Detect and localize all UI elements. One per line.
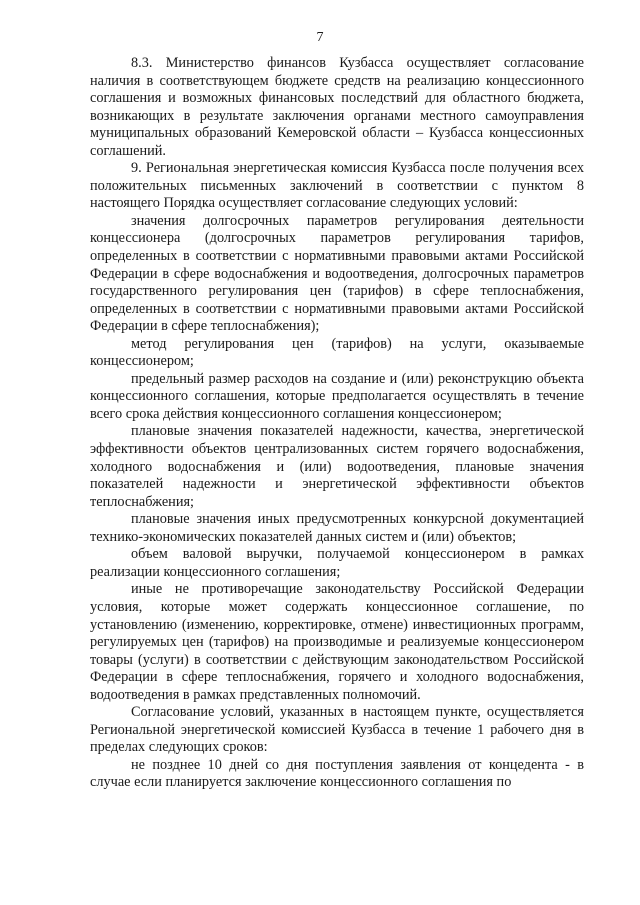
list-item-other-indicators: плановые значения иных предусмотренных конкурсной документацией технико-экономических показателей данных систем и (или) объектов; — [90, 511, 584, 545]
page-number: 7 — [316, 30, 324, 45]
list-item-tariff-method: метод регулирования цен (тарифов) на услуги, оказываемые концессионером; — [90, 335, 584, 370]
paragraph-approval-terms: Согласование условий, указанных в настоящем пункте, осуществляется Региональной энергетической комиссией Кузбасса в течение 1 рабочего дня в пределах следующих сроков: — [90, 704, 584, 756]
paragraph-8-3: 8.3. Министерство финансов Кузбасса осуществляет согласование наличия в соответствующем бюджете средств на реализацию концессионного соглашения и возможных финансовых последствий для областного бюджета, возникающих в результате заключения органами местного самоуправления муниципальных образований Кемеровской области – Кузбасса концессионных соглашений. — [90, 55, 584, 159]
list-item-other-conditions: иные не противоречащие законодательству Российской Федерации условия, которые может содержать концессионное соглашение, по установлению (изменению, корректировке, отмене) инвестиционных программ, регулируемых цен (тарифов) на производимые и реализуемые концессионером товары (услуги) в соответствии с действующим законодательством Российской Федерации в сфере теплоснабжения, горячего и холодного водоснабжения, водоотведения в рамках представленных полномочий. — [90, 581, 584, 703]
list-item-expense-limit: предельный размер расходов на создание и (или) реконструкцию объекта концессионного соглашения, которые предполагается осуществлять в течение всего срока действия концессионного соглашения концессионером; — [90, 370, 584, 422]
list-item-reliability-indicators: плановые значения показателей надежности, качества, энергетической эффективности объектов централизованных систем горячего водоснабжения, холодного водоснабжения и (или) водоотведения, плановые значения показателей надежности и энергетической эффективности объектов теплоснабжения; — [90, 423, 584, 510]
paragraph-9: 9. Региональная энергетическая комиссия Кузбасса после получения всех положительных письменных заключений в соответствии с пунктом 8 настоящего Порядка осуществляет согласование следующих условий: — [90, 160, 584, 212]
document-body — [90, 55, 584, 792]
list-item-gross-revenue: объем валовой выручки, получаемой концессионером в рамках реализации концессионного соглашения; — [90, 546, 584, 580]
list-item-long-term-parameters: значения долгосрочных параметров регулирования деятельности концессионера (долгосрочных параметров регулирования тарифов, определенных в соответствии с нормативными правовыми актами Российской Федерации в сфере водоснабжения и водоотведения, долгосрочных параметров государственного регулирования цен (тарифов) в сфере теплоснабжения, определенных в соответствии с нормативными правовыми актами Российской Федерации в сфере теплоснабжения); — [90, 212, 584, 335]
list-item-deadline: не позднее 10 дней со дня поступления заявления от концедента - в случае если планируется заключение концессионного соглашения по — [90, 756, 584, 791]
